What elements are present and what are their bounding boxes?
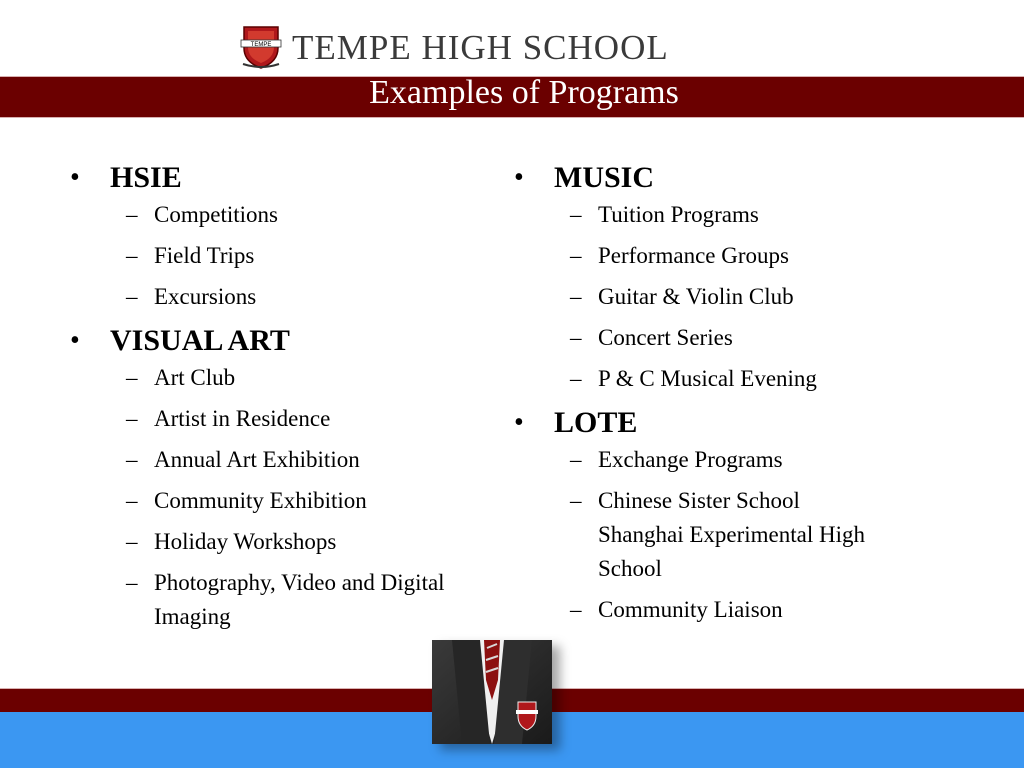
dash-marker: – xyxy=(126,488,138,513)
section-heading-text: HSIE xyxy=(110,161,182,194)
dash-marker: – xyxy=(126,529,138,554)
program-section-lote xyxy=(514,403,914,627)
program-item-text: Concert Series xyxy=(598,325,733,350)
dash-marker: – xyxy=(570,202,582,227)
program-item xyxy=(514,239,914,273)
bullet-marker: • xyxy=(514,162,524,193)
program-item xyxy=(70,280,490,314)
program-item-text: Performance Groups xyxy=(598,243,789,268)
school-name: TEMPE HIGH SCHOOL xyxy=(292,28,669,67)
program-item xyxy=(514,321,914,355)
uniform-photo xyxy=(432,640,552,744)
bullet-marker: • xyxy=(70,325,80,356)
program-items xyxy=(514,443,914,627)
program-item-text: Community Exhibition xyxy=(154,488,367,513)
dash-marker: – xyxy=(126,570,138,595)
svg-text:TEMPE: TEMPE xyxy=(250,42,272,48)
slide-title: Examples of Programs xyxy=(369,74,679,111)
program-item-text: Exchange Programs xyxy=(598,447,783,472)
program-item xyxy=(514,443,914,477)
left-program-list xyxy=(70,158,490,634)
program-section-music xyxy=(514,158,914,396)
dash-marker: – xyxy=(570,325,582,350)
section-heading xyxy=(70,158,490,198)
program-items xyxy=(70,198,490,314)
program-item xyxy=(514,280,914,314)
dash-marker: – xyxy=(570,366,582,391)
dash-marker: – xyxy=(570,597,582,622)
program-item-text: P & C Musical Evening xyxy=(598,366,817,391)
program-item-text: Tuition Programs xyxy=(598,202,759,227)
dash-marker: – xyxy=(126,243,138,268)
program-item xyxy=(70,443,490,477)
program-item xyxy=(514,198,914,232)
program-item xyxy=(514,362,914,396)
program-item xyxy=(70,402,490,436)
program-item-text: Community Liaison xyxy=(598,597,783,622)
dash-marker: – xyxy=(126,365,138,390)
school-crest-icon xyxy=(240,24,282,70)
program-item xyxy=(70,566,454,634)
slide-header xyxy=(0,0,1024,76)
section-heading xyxy=(514,403,914,443)
dash-marker: – xyxy=(126,406,138,431)
dash-marker: – xyxy=(570,447,582,472)
program-section-visual-art xyxy=(70,321,490,634)
uniform-blazer-icon xyxy=(432,640,552,744)
bullet-marker: • xyxy=(514,407,524,438)
program-item-text: Excursions xyxy=(154,284,257,309)
left-column xyxy=(70,158,490,641)
dash-marker: – xyxy=(570,243,582,268)
program-item-text: Competitions xyxy=(154,202,278,227)
program-item-text: Holiday Workshops xyxy=(154,529,337,554)
program-item-text: Art Club xyxy=(154,365,236,390)
program-item xyxy=(70,198,490,232)
section-heading xyxy=(70,321,490,361)
section-heading xyxy=(514,158,914,198)
program-item-text: Artist in Residence xyxy=(154,406,331,431)
section-heading-text: MUSIC xyxy=(554,161,655,194)
dash-marker: – xyxy=(126,447,138,472)
right-program-list xyxy=(514,158,914,627)
program-items xyxy=(514,198,914,396)
program-item-text: Photography, Video and Digital Imaging xyxy=(154,570,445,629)
program-item-text: Chinese Sister School Shanghai Experimental High School xyxy=(598,488,865,581)
program-section-hsie xyxy=(70,158,490,314)
bullet-marker: • xyxy=(70,162,80,193)
program-item xyxy=(514,593,914,627)
dash-marker: – xyxy=(570,284,582,309)
section-heading-text: VISUAL ART xyxy=(110,324,290,357)
program-item xyxy=(70,239,490,273)
program-item-text: Guitar & Violin Club xyxy=(598,284,794,309)
program-item xyxy=(514,484,878,586)
dash-marker: – xyxy=(126,284,138,309)
dash-marker: – xyxy=(570,488,582,513)
dash-marker: – xyxy=(126,202,138,227)
program-item-text: Annual Art Exhibition xyxy=(154,447,360,472)
right-column xyxy=(514,158,914,634)
program-item xyxy=(70,484,490,518)
section-heading-text: LOTE xyxy=(554,406,638,439)
program-item xyxy=(70,361,490,395)
program-item xyxy=(70,525,490,559)
program-item-text: Field Trips xyxy=(154,243,255,268)
program-items xyxy=(70,361,490,634)
